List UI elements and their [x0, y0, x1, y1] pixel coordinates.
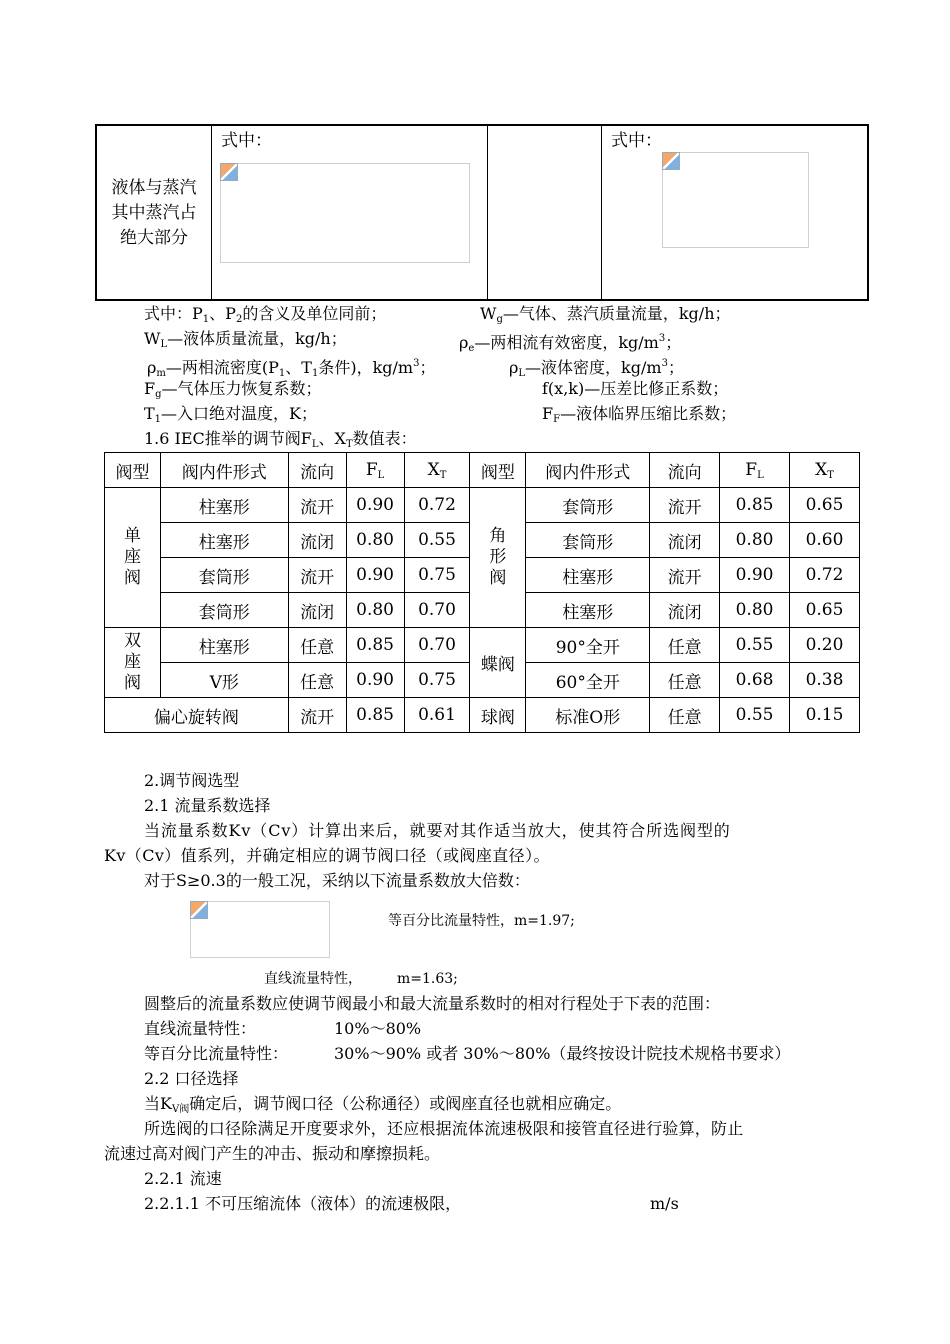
- legend-line: $\rho_e—$两相流有效密度，$kg/m^3$；: [459, 333, 682, 354]
- table-cell: 0.70: [404, 593, 470, 628]
- table-cell: 60°全开: [526, 663, 650, 698]
- header-cell: 流向: [650, 453, 720, 488]
- formula-image: [190, 901, 330, 958]
- table-divider: [601, 126, 602, 299]
- table-cell: 流开: [288, 698, 346, 733]
- table-cell: 流闭: [650, 523, 720, 558]
- table-cell: V形: [160, 663, 288, 698]
- table-cell: 0.80: [720, 523, 790, 558]
- table-divider: [487, 126, 488, 299]
- table-cell: 0.80: [720, 593, 790, 628]
- formula-table: [95, 124, 869, 301]
- paragraph-line: 当$K_{V阀}$确定后，调节阀口径（公称通径）或阀座直径也就相应确定。: [144, 1094, 622, 1115]
- legend-line: $T_1—$入口绝对温度，K；: [144, 404, 318, 425]
- table-cell: 套筒形: [160, 558, 288, 593]
- table-cell: 0.80: [346, 523, 404, 558]
- table-cell: 任意: [288, 663, 346, 698]
- table-cell: 任意: [288, 628, 346, 663]
- iec-valve-table: [104, 452, 860, 733]
- header-cell: $F_L$: [720, 453, 790, 488]
- range-value: 30%～90% 或者 30%～80%（最终按设计院技术规格书要求）: [334, 1044, 791, 1063]
- table-cell: 柱塞形: [526, 593, 650, 628]
- table-cell: 流开: [288, 488, 346, 523]
- legend-line: $\rho_m—$两相流密度($P_1$、$T_1$条件)，$kg/m^3$；: [147, 358, 436, 379]
- table-cell: 流闭: [288, 593, 346, 628]
- vertical-group-label: 双 座 阀: [123, 631, 141, 693]
- paragraph-line: 所选阀的口径除满足开度要求外，还应根据流体流速极限和接管直径进行验算，防止: [144, 1119, 744, 1138]
- section-heading: 2.1 流量系数选择: [144, 796, 271, 815]
- group-cell-eccentric: 偏心旋转阀: [105, 698, 289, 733]
- table-cell: 流开: [650, 488, 720, 523]
- table-cell: 柱塞形: [160, 523, 288, 558]
- group-cell-angle: [470, 488, 526, 628]
- table-cell: 0.75: [404, 663, 470, 698]
- broken-image-icon: [220, 163, 238, 181]
- row-label: 液体与蒸汽 其中蒸汽占 绝大部分: [111, 178, 197, 248]
- legend-line: $\rho_L—$液体密度，$kg/m^3$；: [509, 358, 684, 379]
- header-cell: 阀内件形式: [160, 453, 288, 488]
- table-cell: 0.38: [789, 663, 859, 698]
- table-cell: 0.61: [404, 698, 470, 733]
- table-cell: 0.72: [404, 488, 470, 523]
- paragraph-line: Kv（Cv）值系列，并确定相应的调节阀口径（或阀座直径）。: [104, 846, 550, 865]
- legend-line: $W_g—$气体、蒸汽质量流量，kg/h；: [480, 304, 731, 325]
- table-header-row: [105, 453, 860, 488]
- table-cell: 0.85: [346, 698, 404, 733]
- table-cell: 0.72: [789, 558, 859, 593]
- header-cell: $X_T$: [404, 453, 470, 488]
- paragraph-line: 对于S≥0.3的一般工况，采纳以下流量系数放大倍数：: [144, 871, 530, 890]
- header-cell: $F_L$: [346, 453, 404, 488]
- legend-line: 式中：$P_1$、$P_2$的含义及单位同前；: [144, 304, 387, 325]
- legend-line: f(x,k)—压差比修正系数；: [542, 379, 729, 398]
- table-cell: 0.68: [720, 663, 790, 698]
- table-cell: 0.80: [346, 593, 404, 628]
- table-cell: 0.55: [720, 628, 790, 663]
- table-cell: 流闭: [650, 593, 720, 628]
- table-row: [105, 698, 860, 733]
- cell-label: 式中：: [221, 131, 272, 151]
- table-cell: 0.60: [789, 523, 859, 558]
- section-heading: 2.2 口径选择: [144, 1069, 239, 1088]
- table-cell: 0.65: [789, 593, 859, 628]
- legend-line: $F_g—$气体压力恢复系数；: [144, 379, 322, 400]
- table-cell: 套筒形: [526, 523, 650, 558]
- table-cell: 柱塞形: [160, 488, 288, 523]
- table-cell: 0.75: [404, 558, 470, 593]
- table-cell: 0.90: [346, 663, 404, 698]
- header-cell: $X_T$: [789, 453, 859, 488]
- table-cell: 0.70: [404, 628, 470, 663]
- paragraph-line: 当流量系数Kv（Cv）计算出来后，就要对其作适当放大，使其符合所选阀型的: [144, 821, 731, 840]
- table-cell: 0.55: [404, 523, 470, 558]
- range-value: 10%～80%: [334, 1019, 422, 1038]
- legend-line: $F_F—$液体临界压缩比系数；: [542, 404, 737, 425]
- header-cell: 阀型: [470, 453, 526, 488]
- table-cell: 流闭: [288, 523, 346, 558]
- table-cell: 0.90: [346, 558, 404, 593]
- unit-label: m/s: [650, 1194, 679, 1213]
- header-cell: 阀内件形式: [526, 453, 650, 488]
- section-heading: 2.调节阀选型: [144, 771, 240, 790]
- header-cell: 流向: [288, 453, 346, 488]
- table-cell: 0.85: [720, 488, 790, 523]
- vertical-group-label: 单 座 阀: [123, 526, 141, 588]
- equation-note: 直线流量特性，: [264, 971, 362, 987]
- paragraph-line: 流速过高对阀门产生的冲击、振动和摩擦损耗。: [104, 1144, 441, 1163]
- table-cell: 柱塞形: [526, 558, 650, 593]
- section-heading: 2.2.1 流速: [144, 1169, 222, 1188]
- equation-note: 等百分比流量特性，m=1.97;: [388, 913, 575, 929]
- group-cell-butterfly: 蝶阀: [470, 628, 526, 698]
- table-row: [105, 488, 860, 523]
- group-cell-ball: 球阀: [470, 698, 526, 733]
- table-cell: 任意: [650, 663, 720, 698]
- table-row: [105, 628, 860, 663]
- table-cell: 0.90: [720, 558, 790, 593]
- table-cell: 套筒形: [526, 488, 650, 523]
- table-cell: 0.90: [346, 488, 404, 523]
- table-cell: 流开: [650, 558, 720, 593]
- table-cell: 0.65: [789, 488, 859, 523]
- table-cell: 0.20: [789, 628, 859, 663]
- formula-image: [220, 163, 470, 263]
- group-cell-single-seat: [105, 488, 161, 628]
- vertical-group-label: 角 形 阀: [489, 526, 507, 588]
- paragraph-line: 圆整后的流量系数应使调节阀最小和最大流量系数时的相对行程处于下表的范围：: [144, 994, 721, 1013]
- table-cell: 0.85: [346, 628, 404, 663]
- table-cell: 标准O形: [526, 698, 650, 733]
- header-cell: 阀型: [105, 453, 161, 488]
- formula-image: [662, 152, 809, 248]
- range-label: 直线流量特性：: [144, 1019, 257, 1038]
- broken-image-icon: [662, 152, 680, 170]
- table-divider: [211, 126, 212, 299]
- table-cell: 柱塞形: [160, 628, 288, 663]
- table-cell: 任意: [650, 698, 720, 733]
- broken-image-icon: [190, 901, 208, 919]
- equation-note: m=1.63;: [397, 971, 458, 987]
- table-cell: 套筒形: [160, 593, 288, 628]
- section-heading: 2.2.1.1 不可压缩流体（液体）的流速极限，: [144, 1194, 462, 1213]
- table-cell: 0.55: [720, 698, 790, 733]
- group-cell-double-seat: [105, 628, 161, 698]
- cell-label: 式中：: [611, 131, 662, 151]
- range-label: 等百分比流量特性：: [144, 1044, 289, 1063]
- table-cell: 0.15: [789, 698, 859, 733]
- table-cell: 流开: [288, 558, 346, 593]
- table-cell: 90°全开: [526, 628, 650, 663]
- section-heading: 1.6 IEC推举的调节阀$F_L$、$X_T$数值表：: [144, 429, 417, 450]
- table-cell: 任意: [650, 628, 720, 663]
- legend-line: $W_L—$液体质量流量，kg/h；: [144, 329, 347, 350]
